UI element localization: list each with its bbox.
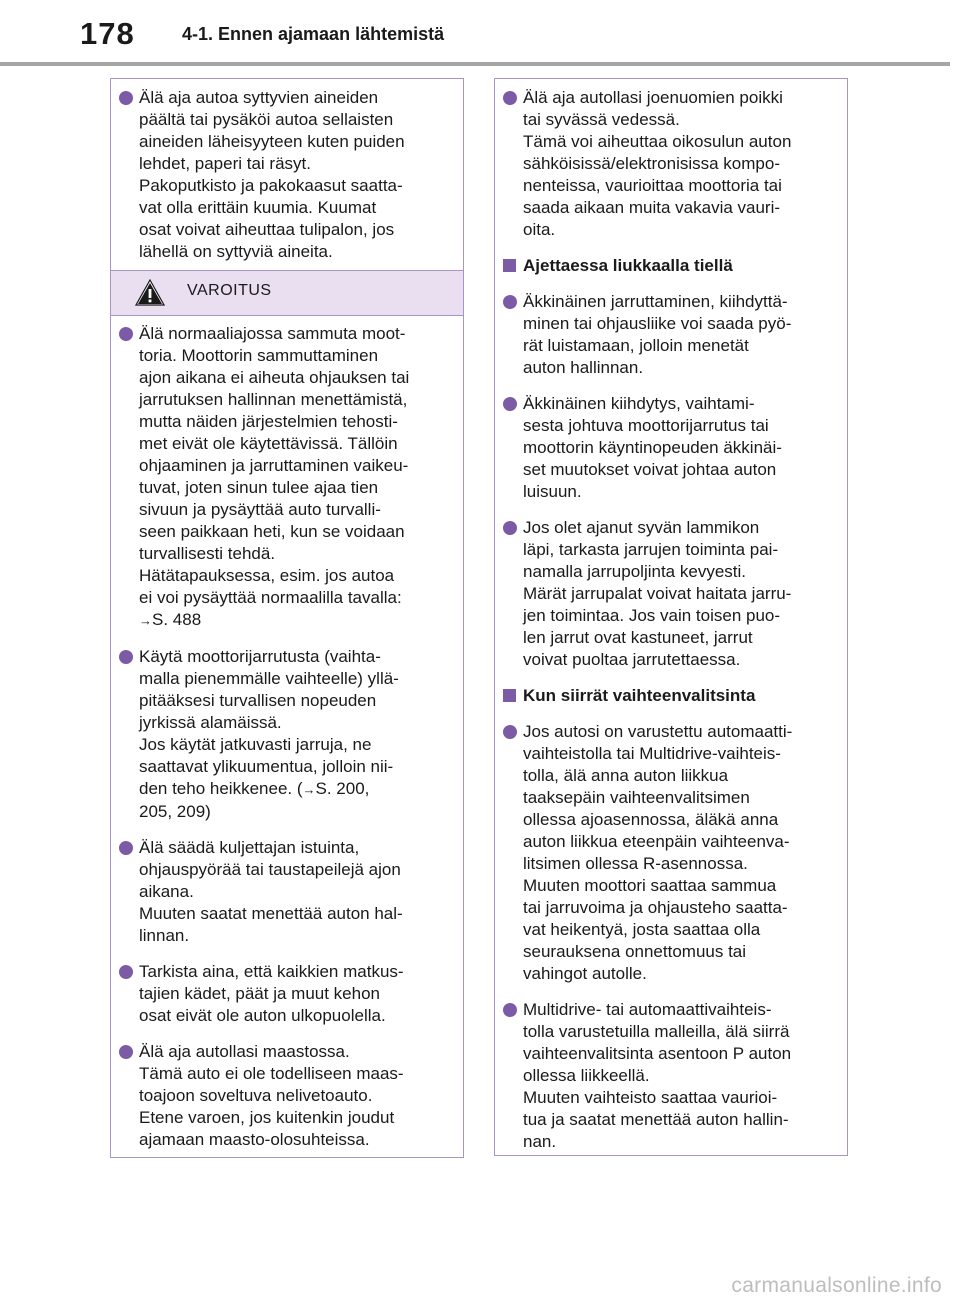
text-line: saattavat ylikuumentua, jolloin nii-: [139, 757, 394, 776]
warning-triangle-icon: [135, 279, 165, 306]
list-item: [119, 837, 451, 947]
text-line: nenteissa, vaurioittaa moottoria tai: [523, 176, 782, 195]
text-line: voivat puoltaa jarrutettaessa.: [523, 650, 741, 669]
bullet-icon: [119, 91, 133, 105]
page-number: 178: [80, 16, 135, 51]
bullet-icon: [119, 650, 133, 664]
text-line: Älä aja autollasi joenuomien poikki: [523, 88, 783, 107]
text-line: minen tai ohjausliike voi saada pyö-: [523, 314, 792, 333]
text-line: tai syvässä vedessä.: [523, 110, 680, 129]
text-line: vat heikentyä, josta saattaa olla: [523, 920, 761, 939]
arrow-right-icon: →: [302, 782, 316, 797]
text-line: lehdet, paperi tai räsyt.: [139, 154, 311, 173]
text-line: sesta johtuva moottorijarrutus tai: [523, 416, 769, 435]
text-line: auton liikkua eteenpäin vaihteenva-: [523, 832, 790, 851]
text-line: Märät jarrupalat voivat haitata jarru-: [523, 584, 792, 603]
text-line: Hätätapauksessa, esim. jos autoa: [139, 566, 395, 585]
subsection-heading: [503, 685, 835, 707]
text-line: vat olla erittäin kuumia. Kuumat: [139, 198, 377, 217]
text-line: pitääksesi turvallisen nopeuden: [139, 691, 377, 710]
text-line: taaksepäin vaihteenvalitsimen: [523, 788, 750, 807]
bullet-icon: [119, 841, 133, 855]
subsection-heading: [503, 255, 835, 277]
list-item: [119, 961, 451, 1027]
text-line: namalla jarrupoljinta kevyesti.: [523, 562, 746, 581]
text-line: osat eivät ole auton ulkopuolella.: [139, 1006, 386, 1025]
bullet-icon: [503, 521, 517, 535]
list-item: [119, 1041, 451, 1151]
text-line: oita.: [523, 220, 556, 239]
list-item: [119, 646, 451, 823]
bullet-icon: [119, 965, 133, 979]
text-line: sähköisissä/elektronisissa kompo-: [523, 154, 780, 173]
text-line: set muutokset voivat johtaa auton: [523, 460, 777, 479]
bullet-icon: [503, 397, 517, 411]
text-line: lähellä on syttyviä aineita.: [139, 242, 333, 261]
text-line: ohjaaminen ja jarruttaminen vaikeu-: [139, 456, 409, 475]
text-line: Äkkinäinen kiihdytys, vaihtami-: [523, 394, 755, 413]
text-line: Käytä moottorijarrutusta (vaihta-: [139, 647, 381, 666]
text-line: jyrkissä alamäissä.: [139, 713, 282, 732]
text-line: tai jarruvoima ja ohjausteho saatta-: [523, 898, 788, 917]
text-line: ajamaan maasto-olosuhteissa.: [139, 1130, 370, 1149]
text-line: Äkkinäinen jarruttaminen, kiihdyttä-: [523, 292, 788, 311]
arrow-right-icon: →: [139, 613, 152, 628]
right-content-box: [494, 78, 848, 1156]
bullet-icon: [503, 1003, 517, 1017]
square-bullet-icon: [503, 689, 516, 702]
text-line: malla pienemmälle vaihteelle) yllä-: [139, 669, 399, 688]
text-line: linnan.: [139, 926, 190, 945]
text-line: ei voi pysäyttää normaalilla tavalla:: [139, 588, 402, 607]
section-title: 4-1. Ennen ajamaan lähtemistä: [182, 24, 445, 44]
bullet-icon: [119, 1045, 133, 1059]
text-line: tua ja saatat menettää auton hallin-: [523, 1110, 789, 1129]
header-rule: [0, 62, 950, 66]
text-line: Älä säädä kuljettajan istuinta,: [139, 838, 360, 857]
text-line: Jos olet ajanut syvän lammikon: [523, 518, 760, 537]
text-line: Älä aja autollasi maastossa.: [139, 1042, 350, 1061]
text-line: vaihteenvalitsinta asentoon P auton: [523, 1044, 792, 1063]
text-line: met eivät ole käytettävissä. Tällöin: [139, 434, 398, 453]
list-item: [503, 999, 835, 1153]
text-line: tajien kädet, päät ja muut kehon: [139, 984, 380, 1003]
page-reference[interactable]: →S. 488: [139, 610, 202, 629]
text-line: Jos autosi on varustettu automaatti-: [523, 722, 793, 741]
heading-text: Kun siirrät vaihteenvalitsinta: [523, 686, 756, 705]
text-line: seen paikkaan heti, kun se voidaan: [139, 522, 405, 541]
heading-text: Ajettaessa liukkaalla tiellä: [523, 256, 733, 275]
text-line: seurauksena onnettomuus tai: [523, 942, 747, 961]
list-item: [503, 393, 835, 503]
list-item: [503, 517, 835, 671]
text-line: aineiden läheisyyteen kuten puiden: [139, 132, 405, 151]
text-line: aikana.: [139, 882, 194, 901]
bullet-icon: [503, 725, 517, 739]
text-line: auton hallinnan.: [523, 358, 644, 377]
text-line: luisuun.: [523, 482, 582, 501]
text-line: Muuten vaihteisto saattaa vaurioi-: [523, 1088, 778, 1107]
text-line: Jos käytät jatkuvasti jarruja, ne: [139, 735, 372, 754]
text-line: toajoon soveltuva nelivetoauto.: [139, 1086, 373, 1105]
text-line: Älä normaaliajossa sammuta moot-: [139, 324, 406, 343]
text-line: päältä tai pysäköi autoa sellaisten: [139, 110, 394, 129]
list-item: [503, 291, 835, 379]
page-reference[interactable]: →S. 200,: [302, 779, 370, 798]
square-bullet-icon: [503, 259, 516, 272]
list-item: [503, 721, 835, 985]
text-line: 205, 209): [139, 802, 211, 821]
bullet-icon: [503, 295, 517, 309]
text-line: ollessa liikkeellä.: [523, 1066, 650, 1085]
warning-banner: [111, 270, 463, 316]
text-line: Multidrive- tai automaattivaihteis-: [523, 1000, 772, 1019]
text-line: Tämä voi aiheuttaa oikosulun auton: [523, 132, 792, 151]
text-line: Pakoputkisto ja pakokaasut saatta-: [139, 176, 403, 195]
text-line: läpi, tarkasta jarrujen toiminta pai-: [523, 540, 779, 559]
text-line: osat voivat aiheuttaa tulipalon, jos: [139, 220, 395, 239]
text-line: mutta näiden järjestelmien tehosti-: [139, 412, 398, 431]
text-line: ollessa ajoasennossa, äläkä anna: [523, 810, 779, 829]
bullet-icon: [503, 91, 517, 105]
text-line: turvallisesti tehdä.: [139, 544, 276, 563]
text-line: tuvat, joten sinun tulee ajaa tien: [139, 478, 379, 497]
text-line: ajon aikana ei aiheuta ohjauksen tai: [139, 368, 410, 387]
text-line: Etene varoen, jos kuitenkin joudut: [139, 1108, 395, 1127]
text-line: rät luistamaan, jolloin menetät: [523, 336, 749, 355]
text-line: moottorin käyntinopeuden äkkinäi-: [523, 438, 782, 457]
text-line: litsimen ollessa R-asennossa.: [523, 854, 748, 873]
text-line: Tämä auto ei ole todelliseen maas-: [139, 1064, 404, 1083]
text-line: ohjauspyörää tai taustapeilejä ajon: [139, 860, 401, 879]
text-line: len jarrut ovat kastuneet, jarrut: [523, 628, 753, 647]
text-line: vahingot autolle.: [523, 964, 647, 983]
text-line: Tarkista aina, että kaikkien matkus-: [139, 962, 404, 981]
text-line: tolla varustetuilla malleilla, älä siirrä: [523, 1022, 790, 1041]
text-line: Muuten saatat menettää auton hal-: [139, 904, 403, 923]
text-line: sivuun ja pysäyttää auto turvalli-: [139, 500, 381, 519]
text-line: tolla, älä anna auton liikkua: [523, 766, 729, 785]
list-item: [503, 87, 835, 241]
text-line: vaihteistolla tai Multidrive-vaihteis-: [523, 744, 781, 763]
text-line: toria. Moottorin sammuttaminen: [139, 346, 379, 365]
text-line: saada aikaan muita vakavia vauri-: [523, 198, 781, 217]
text-line: jarrutuksen hallinnan menettämistä,: [139, 390, 408, 409]
text-line: Älä aja autoa syttyvien aineiden: [139, 88, 379, 107]
watermark: carmanualsonline.info: [731, 1274, 942, 1297]
bullet-icon: [119, 327, 133, 341]
list-item: [119, 323, 451, 632]
text-line: nan.: [523, 1132, 557, 1151]
text-line: den teho heikkenee. (→S. 200,: [139, 779, 370, 798]
warning-label: VAROITUS: [187, 282, 272, 299]
text-line: Muuten moottori saattaa sammua: [523, 876, 777, 895]
text-line: jen toimintaa. Jos vain toisen puo-: [523, 606, 781, 625]
left-content-box: [110, 78, 464, 1158]
list-item: [119, 87, 451, 263]
